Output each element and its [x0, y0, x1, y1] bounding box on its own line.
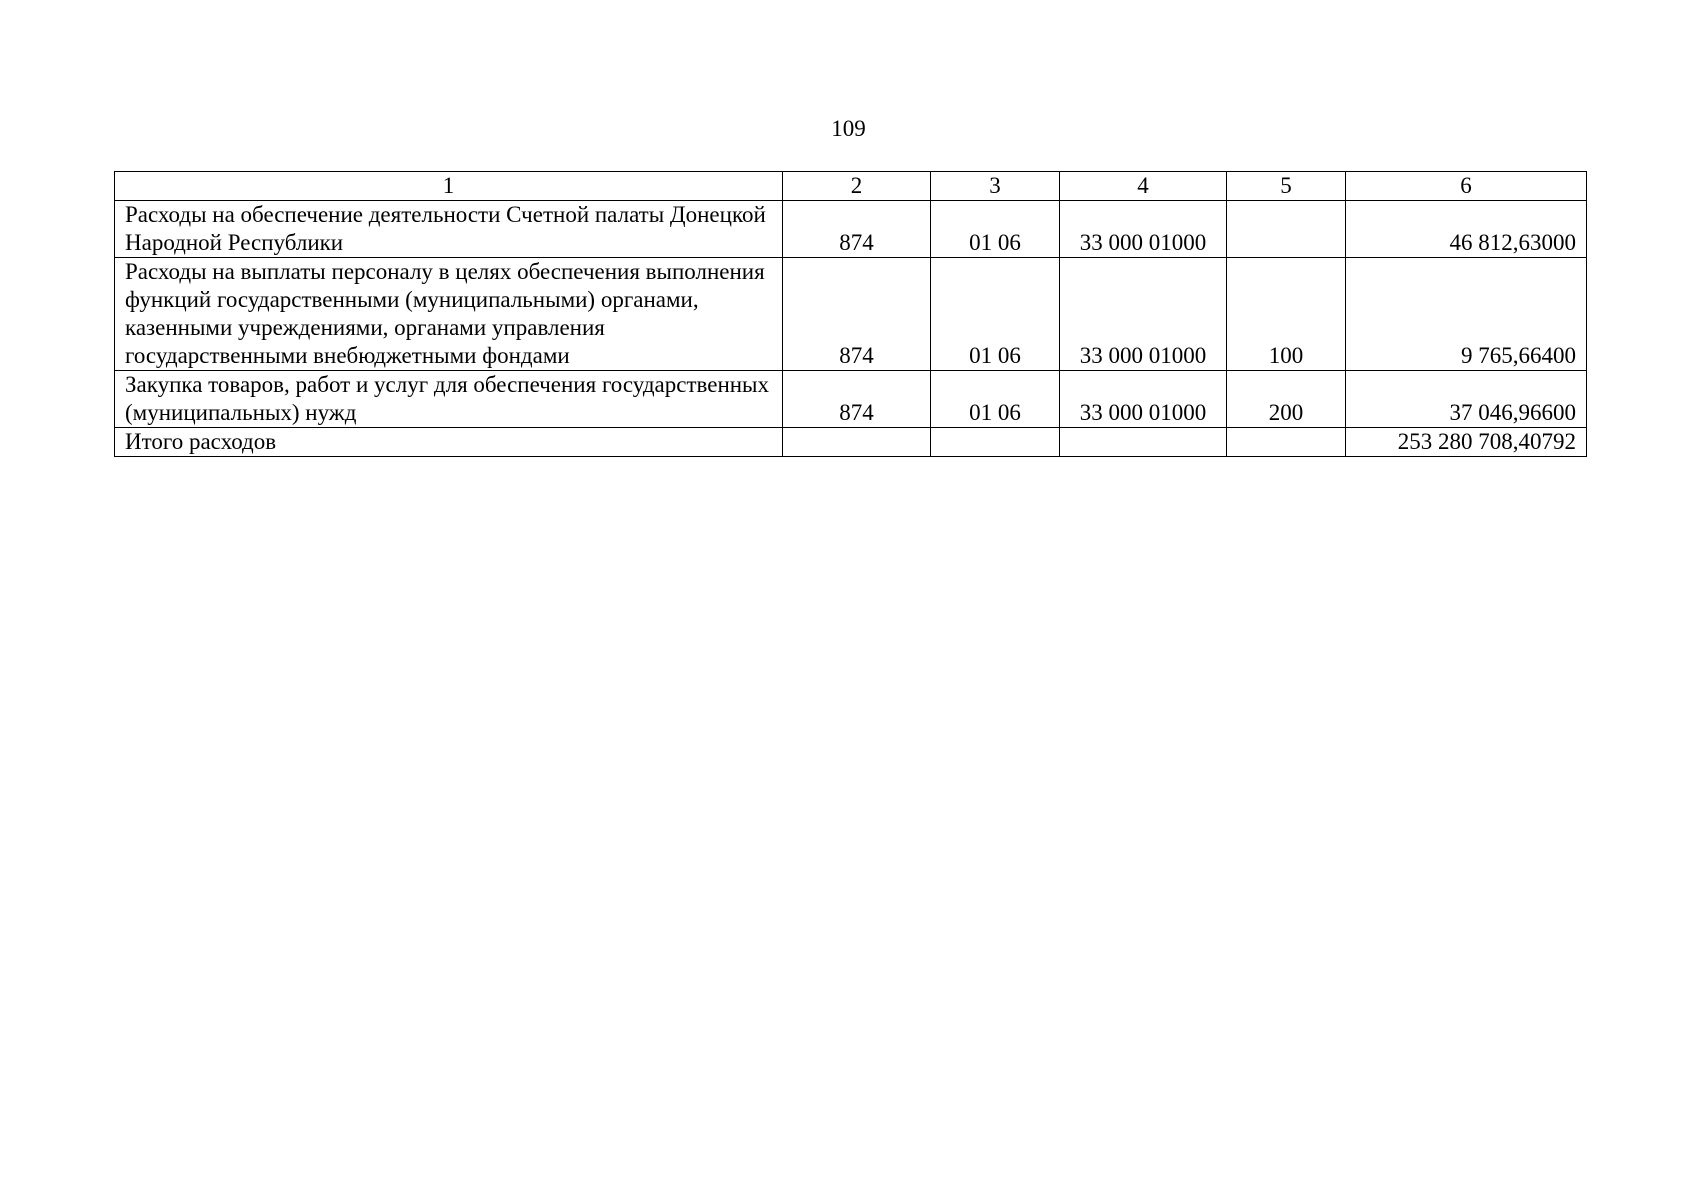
- row-col5: [1227, 428, 1346, 457]
- row-col4: 33 000 01000: [1060, 201, 1227, 258]
- column-header-2: 2: [783, 172, 931, 201]
- total-label: Итого расходов: [115, 428, 783, 457]
- row-col4: 33 000 01000: [1060, 258, 1227, 371]
- row-col6: 9 765,66400: [1346, 258, 1587, 371]
- column-header-6: 6: [1346, 172, 1587, 201]
- row-name: Закупка товаров, работ и услуг для обеспечения государственных (муниципальных) нужд: [115, 371, 783, 428]
- row-col5: 200: [1227, 371, 1346, 428]
- table-row: [115, 201, 1587, 258]
- row-name: Расходы на выплаты персоналу в целях обеспечения выполнения функций государственными (муниципальными) органами, казенными учреждениями, органами управления государственными внебюджетными фондами: [115, 258, 783, 371]
- row-col2: 874: [783, 201, 931, 258]
- row-col5: 100: [1227, 258, 1346, 371]
- table-header-row: [115, 172, 1587, 201]
- column-header-5: 5: [1227, 172, 1346, 201]
- column-header-1: 1: [115, 172, 783, 201]
- row-col6: 46 812,63000: [1346, 201, 1587, 258]
- row-col2: 874: [783, 258, 931, 371]
- row-col5: [1227, 201, 1346, 258]
- table-row: [115, 258, 1587, 371]
- row-col6: 37 046,96600: [1346, 371, 1587, 428]
- column-header-4: 4: [1060, 172, 1227, 201]
- row-col4: [1060, 428, 1227, 457]
- column-header-3: 3: [931, 172, 1060, 201]
- row-col3: 01 06: [931, 258, 1060, 371]
- budget-table: [114, 171, 1587, 457]
- row-col4: 33 000 01000: [1060, 371, 1227, 428]
- row-col3: [931, 428, 1060, 457]
- row-name: Расходы на обеспечение деятельности Счетной палаты Донецкой Народной Республики: [115, 201, 783, 258]
- page-number: 109: [831, 116, 866, 141]
- row-col3: 01 06: [931, 371, 1060, 428]
- row-col3: 01 06: [931, 201, 1060, 258]
- table-row: [115, 371, 1587, 428]
- table-total-row: [115, 428, 1587, 457]
- row-col2: 874: [783, 371, 931, 428]
- total-value: 253 280 708,40792: [1346, 428, 1587, 457]
- row-col2: [783, 428, 931, 457]
